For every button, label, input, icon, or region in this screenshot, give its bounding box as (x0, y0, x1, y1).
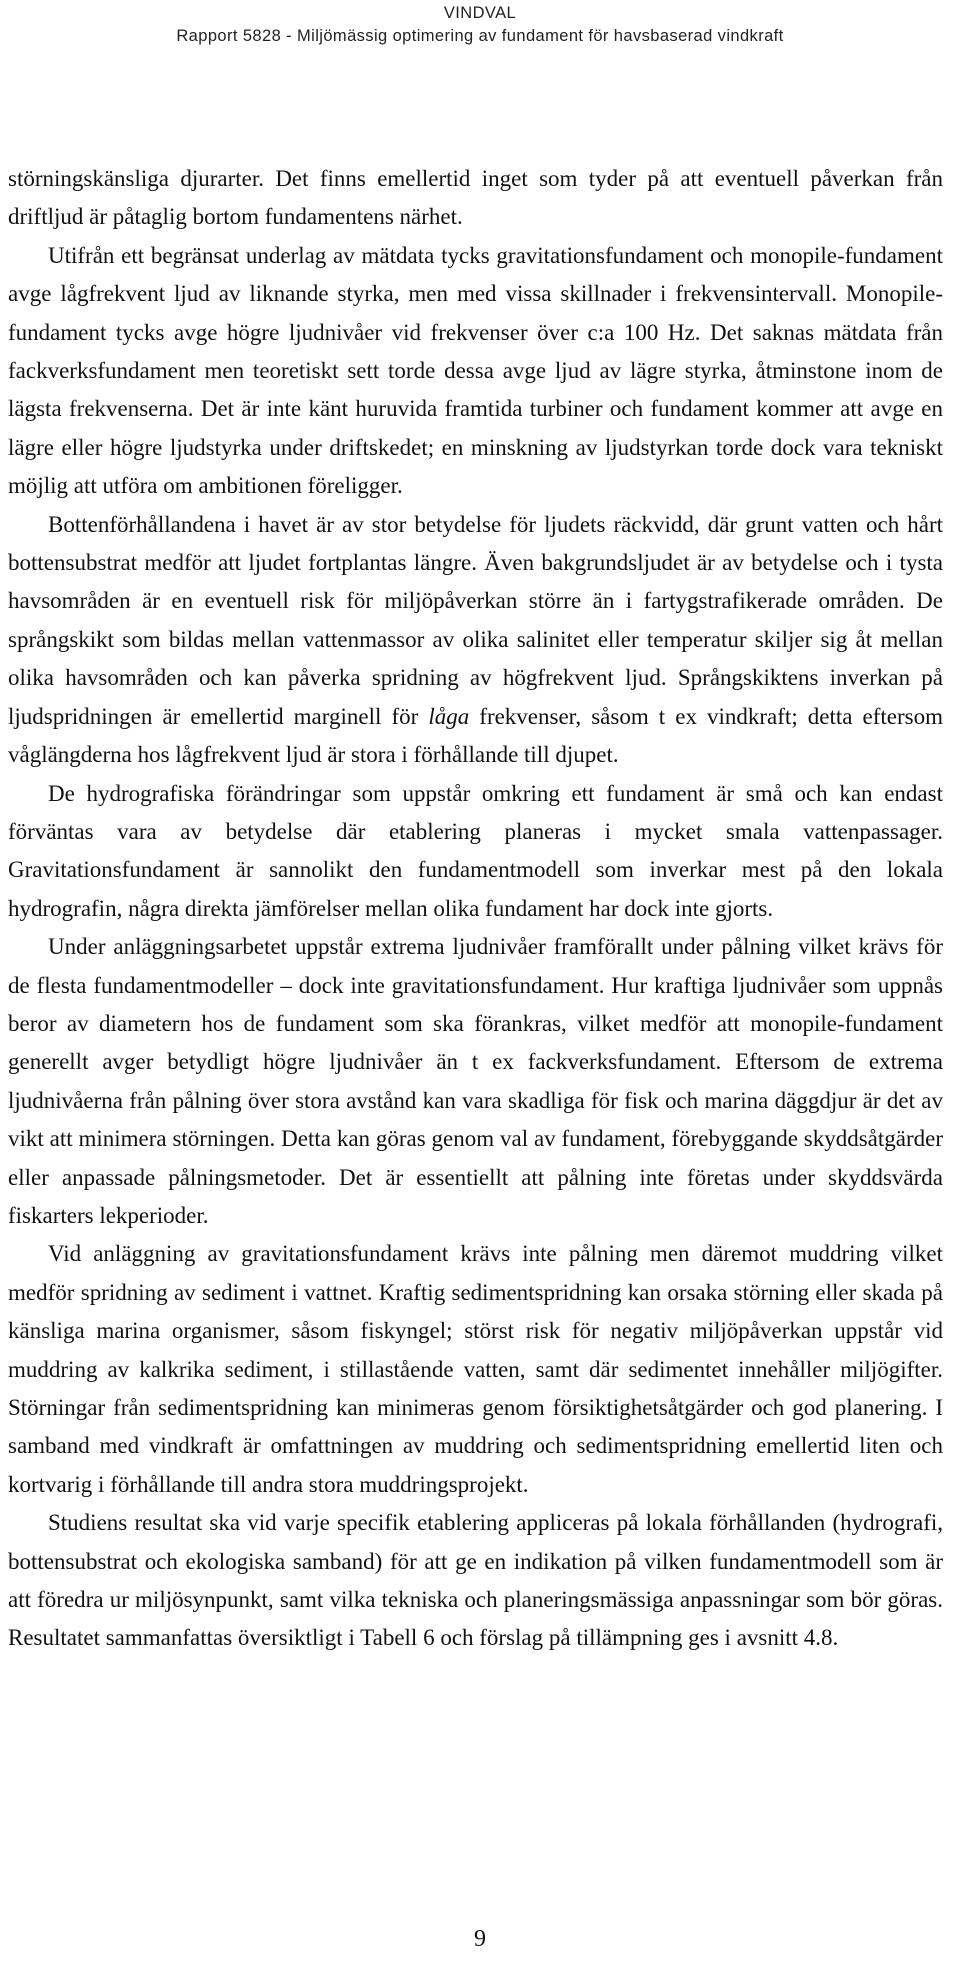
paragraph-dredging: Vid anläggning av gravitationsfundament krävs inte pålning men däremot muddring vilket medför spridning av sediment i vattnet. Kraftig sedimentspridning kan orsaka störning eller skada på känsliga marina organismer, såsom fiskyngel; störst risk för negativ miljöpåverkan uppstår vid muddring av kalkrika sediment, i stillastående vatten, samt där sedimentet innehåller miljögifter. Störningar från sedimentspridning kan minimeras genom försiktighetsåtgärder och god planering. I samband med vindkraft är omfattningen av muddring och sedimentspridning emellertid liten och kortvarig i förhållande till andra stora muddringsprojekt. (8, 1241, 943, 1497)
running-header (0, 0, 960, 47)
paragraph-piling: Under anläggningsarbetet uppstår extrema ljudnivåer framförallt under pålning vilket krävs för de flesta fundamentmodeller – dock inte gravitationsfundament. Hur kraftiga ljudnivåer som uppnås beror av diametern hos de fundament som ska förankras, vilket medför att monopile-fundament generellt avger betydligt högre ljudnivåer än t ex fackverksfundament. Eftersom de extrema ljudnivåerna från pålning över stora avstånd kan vara skadliga för fisk och marina däggdjur är det av vikt att minimera störningen. Detta kan göras genom val av fundament, förebyggande skyddsåtgärder eller anpassade pålningsmetoder. Det är essentiellt att pålning inte företas under skyddsvärda fiskarters lekperioder. (8, 934, 943, 1228)
page-number: 9 (474, 1926, 486, 1952)
paragraph-text: frekvenser, såsom t ex vindkraft; detta eftersom våglängderna hos lågfrekvent ljud är stora i förhållande till djupet. (8, 703, 943, 768)
paragraph-bottom-conditions (8, 506, 943, 775)
paragraph-noise-levels: Utifrån ett begränsat underlag av mätdata tycks gravitationsfundament och monopile-fundament avge lågfrekvent ljud av liknande styrka, men med vissa skillnader i frekvensintervall. Monopile-fundament tycks avge högre ljudnivåer vid frekvenser över c:a 100 Hz. Det saknas mätdata från fackverksfundament men teoretiskt sett torde dessa avge ljud av lägre styrka, åtminstone inom de lägsta frekvenserna. Det är inte känt huruvida framtida turbiner och fundament kommer att avge en lägre eller högre ljudstyrka under driftskedet; en minskning av ljudstyrkan torde dock vara tekniskt möjlig att utföra om ambitionen föreligger. (8, 242, 943, 499)
paragraph-text: Bottenförhållandena i havet är av stor betydelse för ljudets räckvidd, där grunt vatten och hårt bottensubstrat medför att ljudet fortplantas längre. Även bakgrundsljudet är av betydelse och i tysta havsområden är en eventuell risk för miljöpåverkan större än i fartygstrafikerade områden. De språngskikt som bildas mellan vattenmassor av olika salinitet eller temperatur skiljer sig åt mellan olika havsområden och kan påverka spridning av högfrekvent ljud. Språngskiktens inverkan på ljudspridningen är emellertid marginell för (8, 511, 943, 729)
emphasized-word: låga (428, 703, 470, 729)
paragraph-study-results: Studiens resultat ska vid varje specifik etablering appliceras på lokala förhållanden (hydrografi, bottensubstrat och ekologiska samband) för att ge en indikation på vilken fundamentmodell som är att föredra ur miljösynpunkt, samt vilka tekniska och planeringsmässiga anpassningar som bör göras. Resultatet sammanfattas översiktligt i Tabell 6 och förslag på tillämpning ges i avsnitt 4.8. (8, 1510, 943, 1651)
body-text (8, 160, 943, 1658)
header-report-title: Rapport 5828 - Miljömässig optimering av fundament för havsbaserad vindkraft (176, 27, 784, 45)
header-series-title: VINDVAL (443, 4, 517, 22)
paragraph-hydrography: De hydrografiska förändringar som uppstår omkring ett fundament är små och kan endast förväntas vara av betydelse där etablering planeras i mycket smala vattenpassager. Gravitationsfundament är sannolikt den fundamentmodell som inverkar mest på den lokala hydrografin, några direkta jämförelser mellan olika fundament har dock inte gjorts. (8, 780, 943, 921)
paragraph-continuation: störningskänsliga djurarter. Det finns emellertid inget som tyder på att eventuell påverkan från driftljud är påtaglig bortom fundamentens närhet. (8, 166, 943, 230)
